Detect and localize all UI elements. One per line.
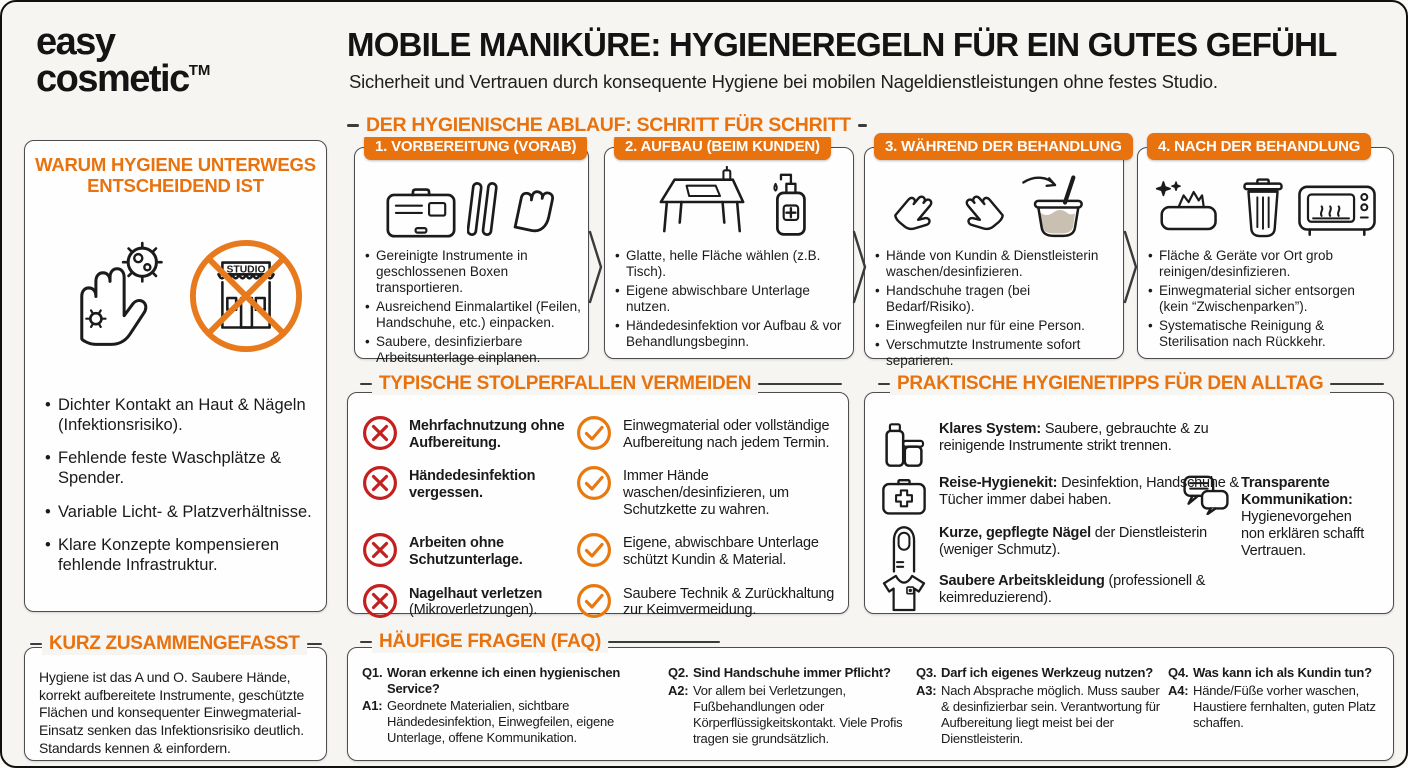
wipes-icon — [1155, 178, 1229, 238]
pitfall-right-text: Immer Hände waschen/desinfizieren, um Schutzkette zu wahren. — [623, 468, 789, 518]
logo-line2: cosmetic — [36, 58, 189, 101]
summary-section-title: KURZ ZUSAMMENGEFASST — [42, 633, 307, 655]
faq-a-label: A4: — [1168, 682, 1189, 698]
check-circle-icon — [576, 415, 612, 451]
why-bullet-list — [45, 395, 314, 588]
jars-icon — [883, 421, 925, 469]
tip-text: Klares System: Saubere, gebrauchte & zu reinigende Instrumente strikt trennen. — [939, 421, 1209, 454]
pitfall-right-text: Eigene, abwischbare Unterlage schützt Kundin & Material. — [623, 535, 819, 569]
faq-q-label: Q2. — [668, 665, 689, 680]
page-title: MOBILE MANIKÜRE: HYGIENEREGELN FÜR EIN GUTES GEFÜHL — [347, 26, 1337, 63]
step-2-bullets — [615, 248, 846, 353]
divider-line — [1330, 383, 1384, 385]
step-card-2 — [604, 138, 854, 359]
pitfall-wrong-text: Händedesinfektion vergessen. — [409, 468, 536, 502]
pitfall-wrong-text: Arbeiten ohne Schutzunterlage. — [409, 535, 523, 569]
step-bullet: • Händedesinfektion vor Aufbau & vor Behandlungsbeginn. — [615, 318, 846, 350]
step-bullet: • Fläche & Geräte vor Ort grob reinigen/desinfizieren. — [1148, 248, 1386, 280]
faq-q-label: Q1. — [362, 665, 383, 680]
step-card-4 — [1137, 138, 1394, 359]
step-bullet: • Systematische Reinigung & Sterilisation nach Rückkehr. — [1148, 318, 1386, 350]
trademark-symbol: TM — [188, 62, 211, 80]
studio-sign-label: STUDIO — [226, 264, 265, 276]
tips-section-title: PRAKTISCHE HYGIENETIPPS FÜR DEN ALLTAG — [890, 373, 1330, 395]
faq-item-4 — [1168, 665, 1380, 731]
x-circle-icon — [362, 583, 398, 619]
fingernail-icon — [889, 525, 919, 573]
step-bullet: • Eigene abwischbare Unterlage nutzen. — [615, 283, 846, 315]
glove-icon — [509, 182, 559, 238]
divider-line — [360, 641, 372, 643]
faq-item-3 — [916, 665, 1164, 747]
divider-line — [878, 383, 890, 385]
nail-files-icon — [467, 180, 499, 238]
no-studio-icon — [187, 237, 305, 355]
faq-answer: Vor allem bei Verletzungen, Fußbehandlungen oder Körperflüssigkeitskontakt. Viele Profis tragen sie grundsätzlich. — [693, 682, 903, 746]
summary-text: Hygiene ist das A und O. Saubere Hände, korrekt aufbereitete Instrumente, geschützte Flächen und konsequenter Einwegmaterial-Einsatz senken das Infektionsrisiko deutlich. Standards kennen & einfordern. — [39, 669, 305, 756]
tshirt-icon — [881, 573, 927, 613]
faq-question: Darf ich eigenes Werkzeug nutzen? — [941, 665, 1154, 680]
summary-section-header — [30, 633, 322, 655]
flow-chevron-icon — [588, 230, 604, 304]
faq-question: Was kann ich als Kundin tun? — [1193, 665, 1372, 680]
why-bullet: • Variable Licht- & Platzverhältnisse. — [45, 502, 314, 522]
divider-line — [30, 643, 42, 645]
tips-section-header — [878, 373, 1384, 395]
faq-q-label: Q3. — [916, 665, 937, 680]
logo-line1: easy — [36, 21, 115, 63]
table-icon — [646, 166, 758, 238]
step-bullet: • Saubere, desinfizierbare Arbeitsunterlage einplanen. — [365, 334, 581, 366]
divider-line — [307, 643, 322, 645]
trash-icon — [1238, 176, 1288, 238]
faq-answer: Geordnete Materialien, sichtbare Händedesinfektion, Einwegfeilen, eigene Unterlage, offene Kommunikation. — [387, 698, 615, 746]
soak-bowl-icon — [1015, 172, 1095, 238]
summary-card — [24, 647, 327, 761]
step-3-badge: 3. WÄHREND DER BEHANDLUNG — [874, 133, 1133, 160]
pitfalls-card: Mehrfachnutzung ohne Aufbereitung. Einwegmaterial oder vollständige Aufbereitung nach jedem Termin. Händedesinfektion vergessen. Immer Hände waschen/desinfizieren, um Schutzkette zu wahren. Arbeiten ohne Schutzunterlage. Eigene, abwischbare Unterlage schützt Kundin & Material. Nagelhaut verletzen (Mikroverletzungen). Saubere Technik & Zurückhaltung zur Keimvermeidung. — [347, 392, 849, 614]
flow-chevron-icon — [852, 230, 868, 304]
faq-a-label: A1: — [362, 698, 383, 714]
faq-question: Sind Handschuhe immer Pflicht? — [693, 665, 891, 680]
step-bullet: • Verschmutzte Instrumente sofort separieren. — [875, 337, 1116, 369]
divider-line — [758, 383, 842, 385]
divider-line — [858, 124, 867, 126]
faq-a-label: A2: — [668, 682, 689, 698]
step-2-badge: 2. AUFBAU (BEIM KUNDEN) — [614, 133, 831, 160]
tip-text: Kurze, gepflegte Nägel der Dienstleisterin (weniger Schmutz). — [939, 525, 1208, 558]
step-bullet: • Ausreichend Einmalartikel (Feilen, Handschuhe, etc.) einpacken. — [365, 299, 581, 331]
divider-line — [347, 124, 359, 126]
step-1-bullets — [365, 248, 581, 368]
page-subtitle: Sicherheit und Vertrauen durch konsequente Hygiene bei mobilen Nageldienstleistungen ohne festes Studio. — [349, 71, 1218, 92]
check-circle-icon — [576, 583, 612, 619]
why-hygiene-card — [24, 140, 327, 612]
step-bullet: • Hände von Kundin & Dienstleisterin waschen/desinfizieren. — [875, 248, 1116, 280]
process-section-title: DER HYGIENISCHE ABLAUF: SCHRITT FÜR SCHRITT — [359, 114, 858, 137]
why-bullet: • Klare Konzepte kompensieren fehlende Infrastruktur. — [45, 535, 314, 575]
sterilizer-icon — [1297, 180, 1377, 238]
step-3-bullets — [875, 248, 1116, 371]
faq-a-label: A3: — [916, 682, 937, 698]
tip-text: Reise-Hygienekit: Desinfektion, Handschuhe & Tücher immer dabei haben. — [939, 475, 1239, 508]
step-bullet: • Gereinigte Instrumente in geschlossenen Boxen transportieren. — [365, 248, 581, 296]
chat-bubbles-icon — [1183, 475, 1229, 515]
step-bullet: • Glatte, helle Fläche wählen (z.B. Tisch). — [615, 248, 846, 280]
pitfall-right-text: Einwegmaterial oder vollständige Aufbereitung nach jedem Termin. — [623, 418, 830, 451]
flow-chevron-icon — [1123, 230, 1139, 304]
pitfall-right-text: Saubere Technik & Zurückhaltung zur Keimvermeidung. — [623, 585, 835, 619]
process-section-header — [347, 114, 867, 137]
tip-text: Transparente Kommunikation: Hygienevorgehen non erklären schafft Vertrauen. — [1241, 475, 1365, 559]
step-card-1 — [354, 138, 589, 365]
faq-section-header — [360, 631, 720, 653]
x-circle-icon — [362, 532, 398, 568]
faq-q-label: Q4. — [1168, 665, 1189, 680]
step-card-3 — [864, 138, 1124, 368]
x-circle-icon — [362, 465, 398, 501]
faq-section-title: HÄUFIGE FRAGEN (FAQ) — [372, 631, 608, 653]
step-bullet: • Handschuhe tragen (bei Bedarf/Risiko). — [875, 283, 1116, 315]
why-bullet: • Fehlende feste Waschplätze & Spender. — [45, 448, 314, 488]
pitfall-wrong-text: Mehrfachnutzung ohne Aufbereitung. — [409, 418, 565, 451]
disinfectant-pump-icon — [768, 164, 812, 238]
faq-item-1 — [362, 665, 664, 746]
check-circle-icon — [576, 465, 612, 501]
why-card-title: WARUM HYGIENE UNTERWEGS ENTSCHEIDEND IST — [35, 154, 316, 197]
pitfalls-section-title: TYPISCHE STOLPERFALLEN VERMEIDEN — [372, 373, 758, 395]
faq-answer: Hände/Füße vorher waschen, Haustiere fernhalten, guten Platz schaffen. — [1193, 682, 1376, 730]
divider-line — [608, 641, 720, 643]
instrument-case-icon — [385, 186, 457, 238]
faq-answer: Nach Absprache möglich. Muss sauber & desinfizierbar sein. Verantwortung für Aufbereitung liegt meist bei der Dienstleisterin. — [941, 682, 1160, 746]
step-4-bullets — [1148, 248, 1386, 353]
faq-item-2 — [668, 665, 912, 747]
pitfall-wrong-text: Nagelhaut verletzen — [409, 585, 543, 602]
pitfalls-section-header — [360, 373, 842, 395]
first-aid-kit-icon — [881, 475, 927, 517]
brand-logo — [36, 21, 211, 101]
tips-card — [864, 392, 1394, 614]
faq-question: Woran erkenne ich einen hygienischen Service? — [387, 665, 621, 696]
step-bullet: • Einwegfeilen nur für eine Person. — [875, 318, 1116, 334]
hands-together-icon — [893, 176, 1005, 238]
faq-card — [347, 647, 1394, 761]
why-bullet: • Dichter Kontakt an Haut & Nägeln (Infektionsrisiko). — [45, 395, 314, 435]
check-circle-icon — [576, 532, 612, 568]
step-bullet: • Einwegmaterial sicher entsorgen (kein “Zwischenparken”). — [1148, 283, 1386, 315]
tip-text: Saubere Arbeitskleidung (professionell & keimreduzierend). — [939, 573, 1206, 606]
hand-germ-icon — [47, 238, 169, 354]
divider-line — [360, 383, 372, 385]
step-4-badge: 4. NACH DER BEHANDLUNG — [1147, 133, 1371, 160]
step-1-badge: 1. VORBEREITUNG (VORAB) — [364, 133, 587, 160]
x-circle-icon — [362, 415, 398, 451]
